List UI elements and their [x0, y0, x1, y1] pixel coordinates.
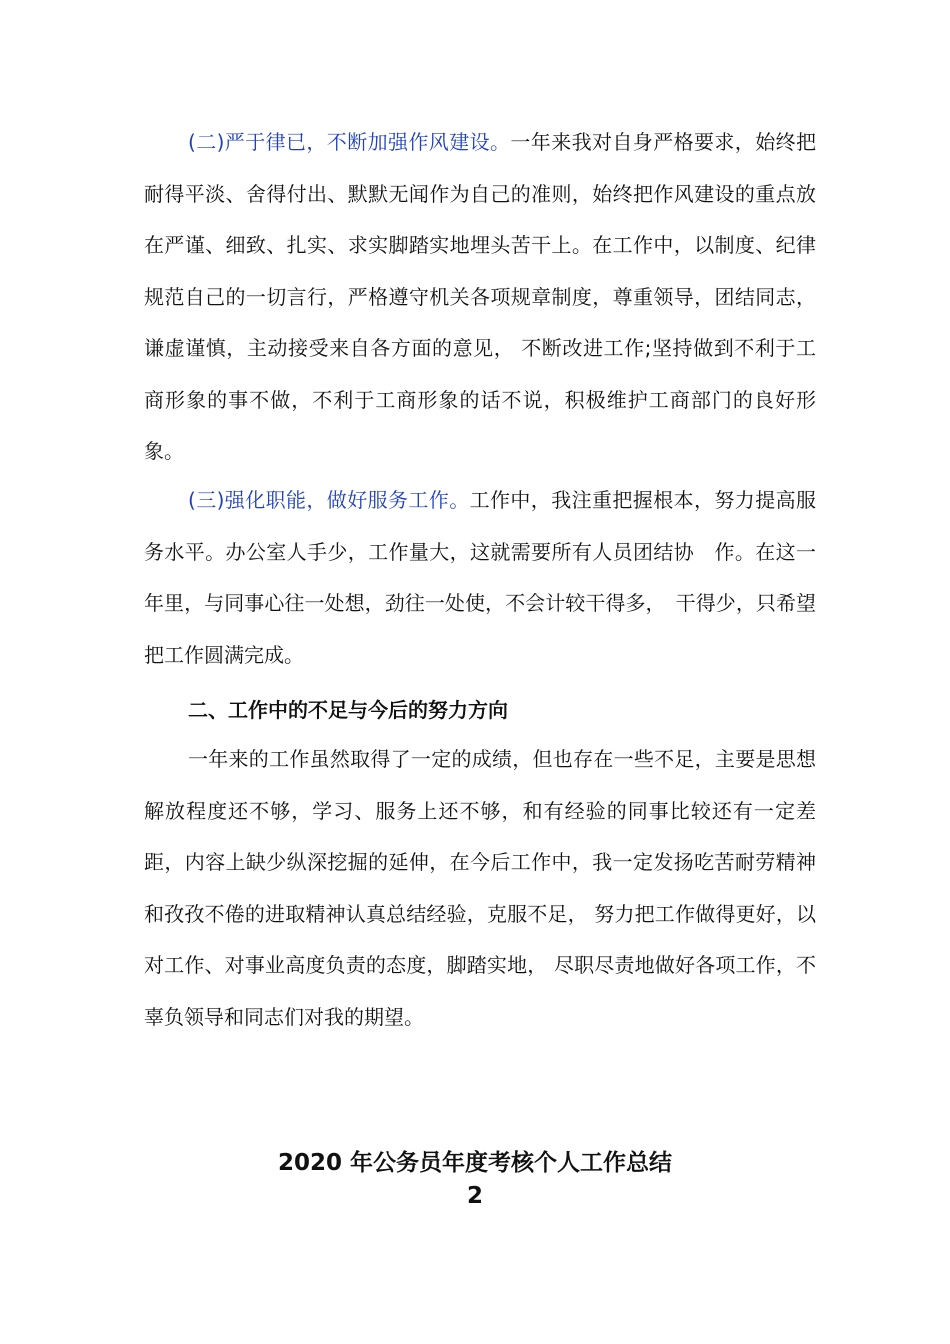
paragraph-service [144, 475, 816, 681]
paragraph-lead-work-style: (二)严于律已，不断加强作风建设。 [188, 130, 511, 154]
paragraph-body-work-style: 一年来我对自身严格要求，始终把耐得平淡、舍得付出、默默无闻作为自己的准则，始终把作风建设的重点放在严谨、细致、扎实、求实脚踏实地埋头苦干上。在工作中，以制度、纪律规范自己的一切言行，严格遵守机关各项规章制度，尊重领导，团结同志，谦虚谨慎，主动接受来自各方面的意见， 不断改进工作;坚持做到不利于工商形象的事不做，不利于工商形象的话不说，积极维护工商部门的良好形象。 [144, 130, 817, 463]
paragraph-body-service: 工作中，我注重把握根本，努力提高服务水平。办公室人手少，工作量大，这就需要所有人员团结协 作。在这一年里，与同事心往一处想，劲往一处使，不会计较干得多， 干得少，只希望把工作圆满完成。 [144, 488, 817, 667]
next-document-title: 2020 年公务员年度考核个人工作总结 [277, 1150, 673, 1176]
paragraph-lead-service: (三)强化职能，做好服务工作。 [188, 488, 470, 512]
paragraph-shortcomings: 一年来的工作虽然取得了一定的成绩，但也存在一些不足，主要是思想解放程度还不够，学习、服务上还不够，和有经验的同事比较还有一定差距，内容上缺少纵深挖掘的延伸，在今后工作中，我一定发扬吃苦耐劳精神和孜孜不倦的进取精神认真总结经验，克服不足， 努力把工作做得更好，以对工作、对事业高度负责的态度，脚踏实地， 尽职尽责地做好各项工作，不辜负领导和同志们对我的期望。 [144, 747, 816, 1029]
paragraph-work-style [144, 117, 816, 478]
next-document-number: 2 [466, 1183, 483, 1209]
section-heading-shortcomings: 二、工作中的不足与今后的努力方向 [188, 698, 508, 722]
